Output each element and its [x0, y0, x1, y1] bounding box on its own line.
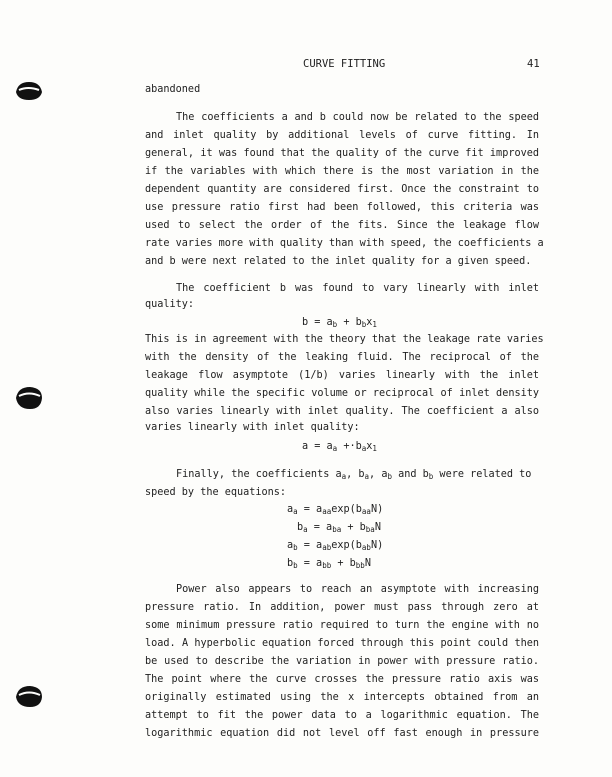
- text-line: quality while the specific volume or reciprocal of inlet density: [145, 388, 539, 399]
- text-line: if the variables with which there is the most variation in the: [145, 166, 539, 177]
- text-line: be used to describe the variation in power with pressure ratio.: [145, 656, 539, 667]
- binder-hole-icon: [14, 385, 44, 411]
- equation-a: $a = a_a +\cdot b_ax_1$: [302, 441, 377, 453]
- text-line: speed by the equations:: [145, 487, 287, 498]
- text-line: attempt to fit the power data to a logarithmic equation. The: [145, 710, 539, 721]
- text-line: abandoned: [145, 84, 201, 95]
- text-line: general, it was found that the quality of the curve fit improved: [145, 148, 539, 159]
- binder-hole-icon: [14, 683, 44, 709]
- text-line: The coefficients a and b could now be related to the speed: [176, 112, 539, 123]
- text-line: Power also appears to reach an asymptote with increasing: [176, 584, 539, 595]
- text-line: and inlet quality by additional levels of curve fitting. In: [145, 130, 539, 141]
- equation-bb: $b_b = a_{bb} + b_{bb}N$: [287, 558, 371, 570]
- text-line: leakage flow asymptote (1/b) varies linearly with the inlet: [145, 370, 539, 381]
- text-line: used to select the order of the fits. Since the leakage flow: [145, 220, 539, 231]
- text-line: This is in agreement with the theory that the leakage rate varies: [145, 334, 544, 345]
- page-number: 41: [527, 58, 540, 70]
- equation-b: $b = a_b + b_bx_1$: [302, 317, 377, 329]
- text-line: Finally, the coefficients $a_a$, $b_a$, $a_b$ and $b_b$ were related to: [176, 469, 532, 481]
- text-line: quality:: [145, 299, 195, 310]
- text-line: with the density of the leaking fluid. The reciprocal of the: [145, 352, 539, 363]
- text-line: and b were next related to the inlet quality for a given speed.: [145, 256, 532, 267]
- equation-aa: $a_a = a_{aa}\exp(b_{aa}N)$: [287, 504, 384, 516]
- text-line: load. A hyperbolic equation forced through this point could then: [145, 638, 539, 649]
- binder-hole-icon: [14, 80, 44, 102]
- text-line: The point where the curve crosses the pressure ratio axis was: [145, 674, 539, 685]
- text-line: varies linearly with inlet quality:: [145, 422, 360, 433]
- text-line: originally estimated using the x intercepts obtained from an: [145, 692, 539, 703]
- text-line: The coefficient b was found to vary linearly with inlet: [176, 283, 539, 294]
- equation-ab: $a_b = a_{ab}\exp(b_{ab}N)$: [287, 540, 384, 552]
- text-line: dependent quantity are considered first. Once the constraint to: [145, 184, 539, 195]
- text-line: also varies linearly with inlet quality. The coefficient a also: [145, 406, 539, 417]
- equation-ba: $b_a = a_{ba} + b_{ba}N$: [297, 522, 381, 534]
- running-header: CURVE FITTING: [303, 58, 386, 70]
- text-line: pressure ratio. In addition, power must pass through zero at: [145, 602, 539, 613]
- text-line: use pressure ratio first had been followed, this criteria was: [145, 202, 539, 213]
- text-line: logarithmic equation did not level off fast enough in pressure: [145, 728, 539, 739]
- text-line: rate varies more with quality than with speed, the coefficients a: [145, 238, 544, 249]
- text-line: some minimum pressure ratio required to turn the engine with no: [145, 620, 539, 631]
